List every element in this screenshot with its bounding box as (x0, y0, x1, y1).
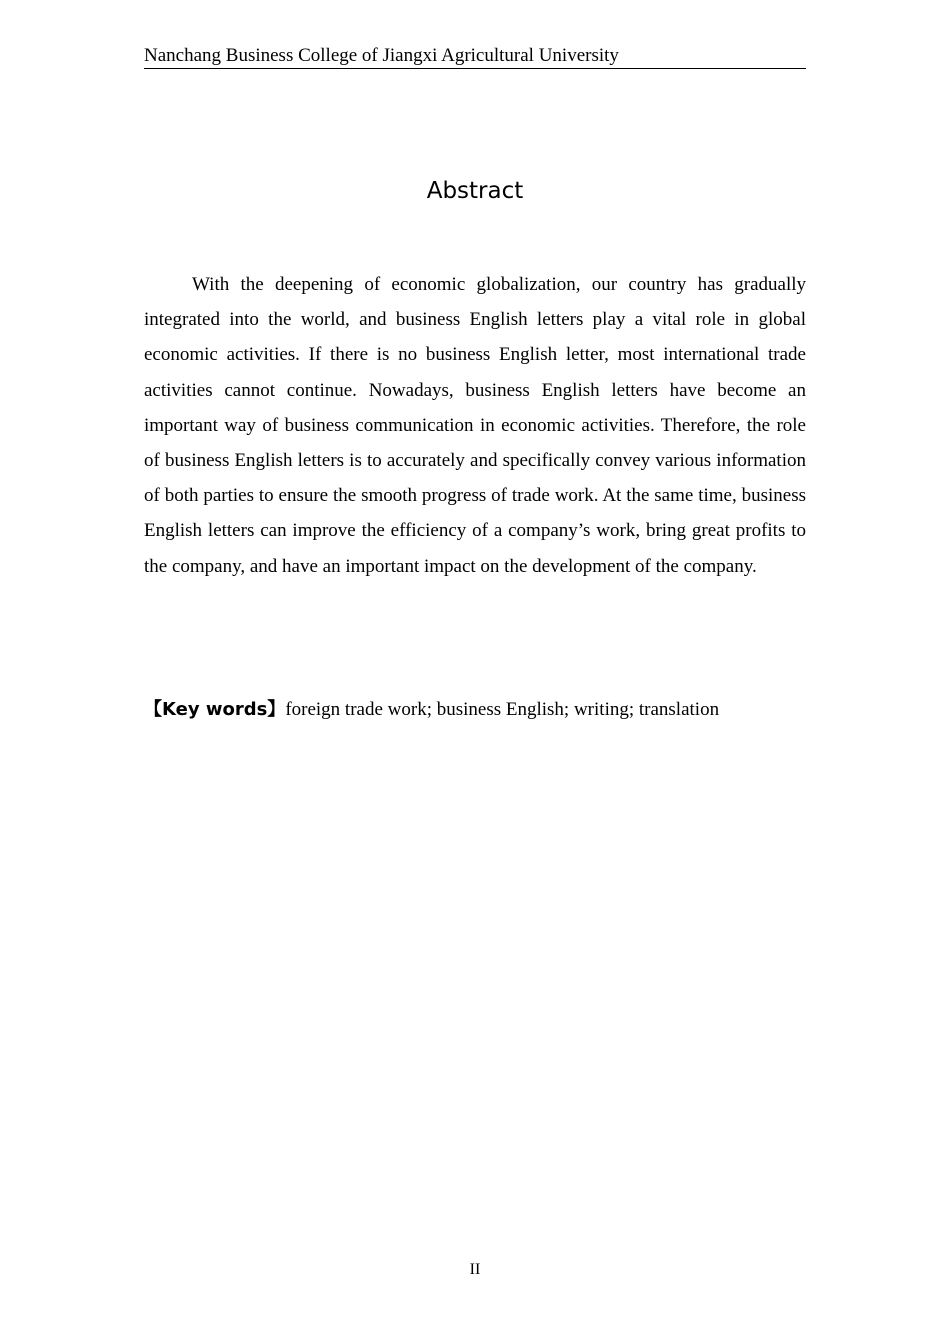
abstract-title: Abstract (426, 178, 524, 204)
abstract-paragraph: With the deepening of economic globalization, our country has gradually integrated into the world, and business English letters play a vital role in global economic activities. If there is no business English letter, most international trade activities cannot continue. Nowadays, business English letters have become an important way of business communication in economic activities. Therefore, the role of business English letters is to accurately and specifically convey various information of both parties to ensure the smooth progress of trade work. At the same time, business English letters can improve the efficiency of a company’s work, bring great profits to the company, and have an important impact on the development of the company. (144, 274, 806, 577)
keywords-label: 【Key words】 (144, 699, 286, 720)
page-header (144, 44, 806, 69)
header-institution-name: Nanchang Business College of Jiangxi Agricultural University (144, 45, 619, 66)
keywords-line (144, 694, 806, 726)
keywords-text: foreign trade work; business English; writing; translation (285, 699, 720, 720)
page-number: II (469, 1261, 481, 1278)
